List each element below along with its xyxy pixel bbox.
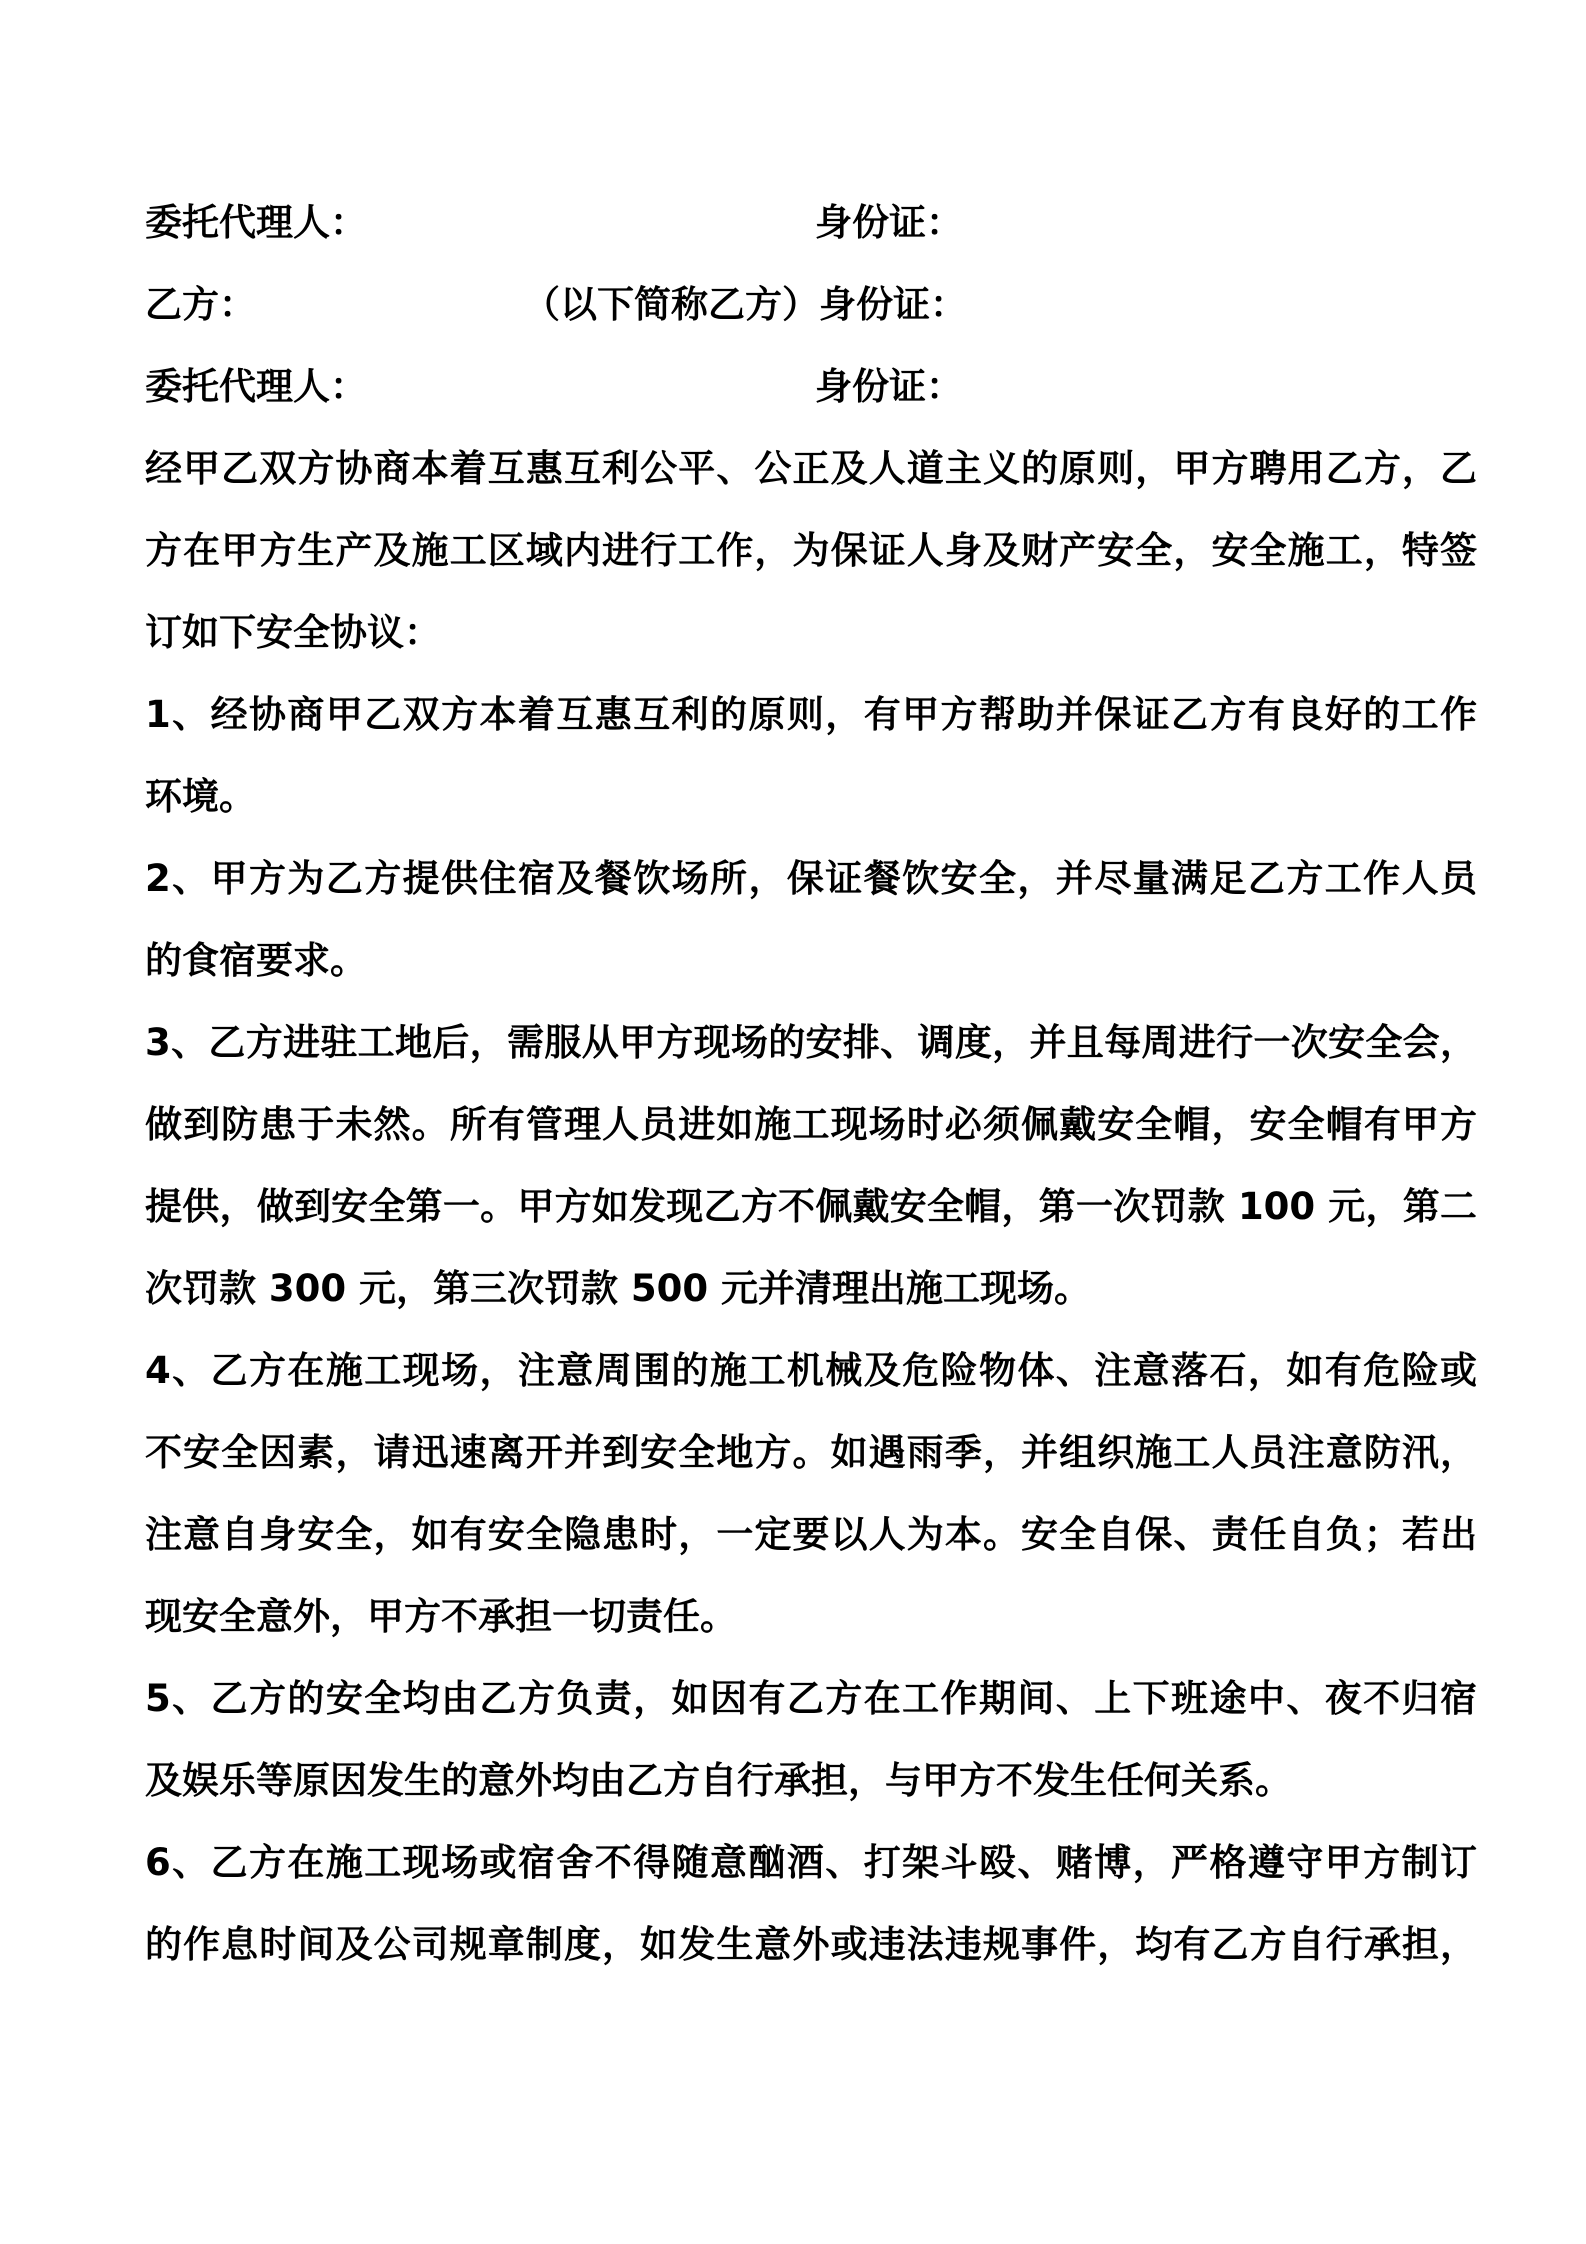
party-b-alias-idcard-label: （以下简称乙方）身份证： [523,283,967,326]
body-line-clause2-1: 2、甲方为乙方提供住宿及餐饮场所，保证餐饮安全，并尽量满足乙方工作人员 [145,857,1477,900]
body-line-clause3-2: 做到防患于未然。所有管理人员进如施工现场时必须佩戴安全帽，安全帽有甲方 [145,1103,1477,1146]
body-line-clause6-2: 的作息时间及公司规章制度，如发生意外或违法违规事件，均有乙方自行承担， [145,1923,1477,1966]
body-line-clause2-2: 的食宿要求。 [145,939,367,982]
body-line-clause5-1: 5、乙方的安全均由乙方负责，如因有乙方在工作期间、上下班途中、夜不归宿 [145,1677,1477,1720]
header-row-agent-2 [145,346,1477,428]
body-line-preamble-3: 订如下安全协议： [145,611,441,654]
header-row-agent-1 [145,182,1477,264]
header-row-party-b [145,264,1477,346]
body-line-clause3-1: 3、乙方进驻工地后，需服从甲方现场的安排、调度，并且每周进行一次安全会， [145,1021,1477,1064]
body-line-clause4-3: 注意自身安全，如有安全隐患时，一定要以人为本。安全自保、责任自负；若出 [145,1513,1477,1556]
body-line-clause3-4: 次罚款 300 元，第三次罚款 500 元并清理出施工现场。 [145,1267,1091,1310]
agent-label-1: 委托代理人： [145,201,367,244]
body-line-clause1-2: 环境。 [145,775,256,818]
party-b-label: 乙方： [145,283,256,326]
body-line-clause1-1: 1、经协商甲乙双方本着互惠互利的原则，有甲方帮助并保证乙方有良好的工作 [145,693,1477,736]
body-line-clause4-4: 现安全意外，甲方不承担一切责任。 [145,1595,737,1638]
body-line-clause3-3: 提供，做到安全第一。甲方如发现乙方不佩戴安全帽，第一次罚款 100 元，第二 [145,1185,1477,1228]
idcard-label-2: 身份证： [815,365,963,408]
body-line-clause5-2: 及娱乐等原因发生的意外均由乙方自行承担，与甲方不发生任何关系。 [145,1759,1292,1802]
body-line-preamble-1: 经甲乙双方协商本着互惠互利公平、公正及人道主义的原则，甲方聘用乙方，乙 [145,447,1477,490]
body-line-clause6-1: 6、乙方在施工现场或宿舍不得随意酗酒、打架斗殴、赌博，严格遵守甲方制订 [145,1841,1477,1884]
body-line-clause4-2: 不安全因素，请迅速离开并到安全地方。如遇雨季，并组织施工人员注意防汛， [145,1431,1477,1474]
idcard-label-1: 身份证： [815,201,963,244]
agent-label-2: 委托代理人： [145,365,367,408]
body-line-preamble-2: 方在甲方生产及施工区域内进行工作，为保证人身及财产安全，安全施工，特签 [145,529,1477,572]
body-line-clause4-1: 4、乙方在施工现场，注意周围的施工机械及危险物体、注意落石，如有危险或 [145,1349,1477,1392]
